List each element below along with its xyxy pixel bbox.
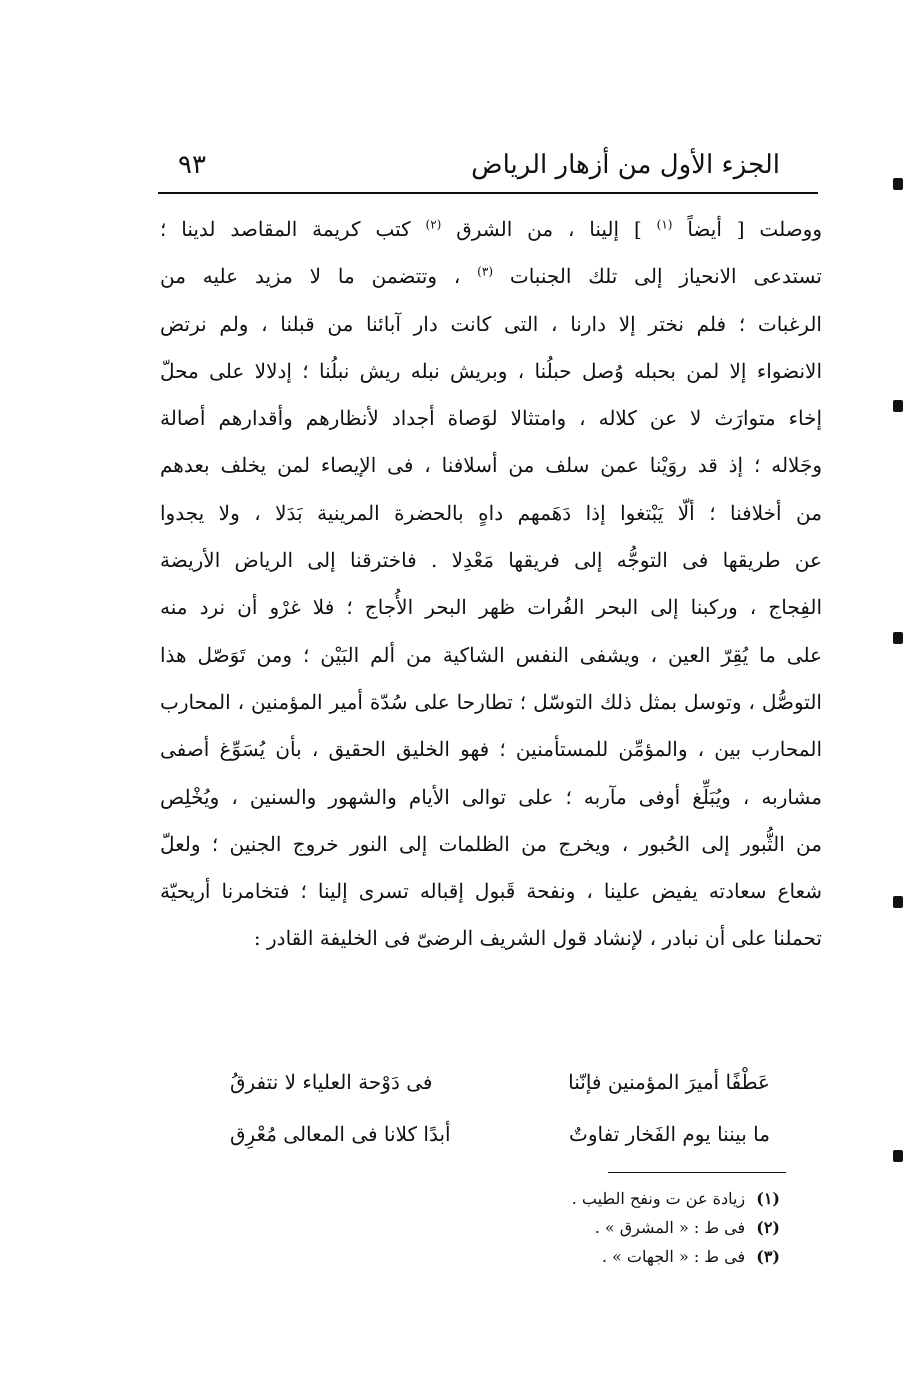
line-16: تحملنا على أن نبادر ، لإنشاد قول الشريف الرضىّ فى الخليفة القادر :	[253, 926, 822, 951]
verse-line	[230, 1056, 770, 1108]
line-5: إخاء متوارَث لا عن كلاله ، وامتثالا لوَصاة أجداد لأنظارهم وأقدارهم أصالة	[160, 406, 822, 431]
line-3: الرغبات ؛ فلم نختر إلا دارنا ، التى كانت دار آبائنا من قبلنا ، ولم نرتض	[160, 311, 822, 336]
page-header	[158, 138, 818, 190]
text-line	[160, 726, 822, 773]
text-line	[160, 774, 822, 821]
verse-hemistich-second: أبدًا كلانا فى المعالى مُعْرِق	[230, 1122, 451, 1146]
footnote-rule	[608, 1172, 786, 1173]
footnote-text: فى ط : « الجهات » .	[601, 1247, 746, 1266]
line-4: الانضواء إلا لمن بحبله وُصل حبلُنا ، وبريش نبله ريش نبلُنا ؛ إدلالا على محلّ	[160, 358, 822, 383]
text-line	[160, 490, 822, 537]
line-10: على ما يُقِرّ العين ، ويشفى النفس الشاكية من ألم البَيْن ؛ ومن تَوَصّل هذا	[160, 642, 822, 667]
text-line	[160, 915, 822, 962]
margin-mark	[893, 178, 903, 190]
footnote-reference: (١)	[656, 217, 673, 232]
footnotes	[420, 1184, 780, 1271]
footnote	[420, 1242, 780, 1271]
text-line	[160, 679, 822, 726]
footnote-text: زيادة عن ت ونفح الطيب .	[571, 1189, 746, 1208]
text-line	[160, 348, 822, 395]
line-1-a: ووصلت [ أيضاً $^{(١)}$ ] إلينا ، من الشرق $^{(٢)}$ كتب كريمة المقاصد لدينا ؛	[160, 217, 822, 241]
line-13: مشاربه ، ويُبَلِّغ أوفى مآربه ؛ على توالى الأيام والشهور والسنين ، ويُخْلِص	[160, 784, 822, 809]
body-text	[160, 206, 822, 963]
margin-mark	[893, 896, 903, 908]
text-line	[160, 584, 822, 631]
text-line	[160, 395, 822, 442]
page-number: ٩٣	[178, 150, 206, 180]
text-line	[160, 301, 822, 348]
text-line	[160, 632, 822, 679]
footnote-number: (٢)	[756, 1218, 780, 1237]
line-8: عن طريقها فى التوجُّه إلى فريقها مَعْدِلا . فاخترقنا إلى الرياض الأريضة	[160, 548, 822, 573]
text-line	[160, 206, 822, 253]
running-title: الجزء الأول من أزهار الرياض	[471, 150, 780, 180]
text-line	[160, 442, 822, 489]
line-2: تستدعى الانحياز إلى تلك الجنبات $^{(٣)}$ ، وتتضمن ما لا مزيد عليه من	[160, 264, 822, 289]
line-9: الفِجاج ، وركبنا إلى البحر الفُرات ظهر البحر الأُجاج ؛ فلا غرْو أن نرد منه	[160, 595, 822, 620]
line-11: التوصُّل ، وتوسل بمثل ذلك التوسّل ؛ تطارحا على سُدّة أمير المؤمنين ، المحارب	[160, 689, 822, 714]
line-6: وجَلاله ؛ إذ قد روَيْنا عمن سلف من أسلافنا ، فى الإيصاء لمن يخلف بعدهم	[160, 453, 822, 478]
verse-hemistich-first: ما بيننا يوم الفَخار تفاوتٌ	[569, 1122, 770, 1146]
header-rule	[158, 192, 818, 194]
footnote	[420, 1213, 780, 1242]
footnote-number: (١)	[756, 1189, 780, 1208]
text-line	[160, 253, 822, 300]
margin-mark	[893, 400, 903, 412]
line-7: من أخلافنا ؛ ألّا يَبْتغوا إذا دَهَمهم داهٍ بالحضرة المرينية بَدَلا ، ولا يجدوا	[160, 500, 822, 525]
text-line	[160, 821, 822, 868]
verse-line	[230, 1108, 770, 1160]
text-line	[160, 537, 822, 584]
footnote-reference: (٣)	[477, 264, 493, 279]
footnote-text: فى ط : « المشرق » .	[594, 1218, 746, 1237]
line-14: من الثُّبور إلى الحُبور ، ويخرج من الظلمات إلى النور خروج الجنين ؛ ولعلّ	[160, 831, 822, 856]
verse-hemistich-first: عَطْفًا أميرَ المؤمنين فإنّنا	[568, 1070, 770, 1094]
verse-hemistich-second: فى دَوْحة العلياء لا نتفرقُ	[230, 1070, 433, 1094]
footnote-reference: (٢)	[425, 217, 442, 232]
footnote	[420, 1184, 780, 1213]
footnote-number: (٣)	[756, 1247, 780, 1266]
margin-mark	[893, 632, 903, 644]
margin-mark	[893, 1150, 903, 1162]
verse-block	[230, 1056, 770, 1160]
text-line	[160, 868, 822, 915]
line-15: شعاع سعادته يفيض علينا ، ونفحة قَبول إقباله تسرى إلينا ؛ فتخامرنا أريحيّة	[160, 879, 822, 904]
line-12: المحارب بين ، والمؤمِّن للمستأمنين ؛ فهو الخليق الحقيق ، بأن يُسَوِّغ أصفى	[160, 737, 822, 762]
